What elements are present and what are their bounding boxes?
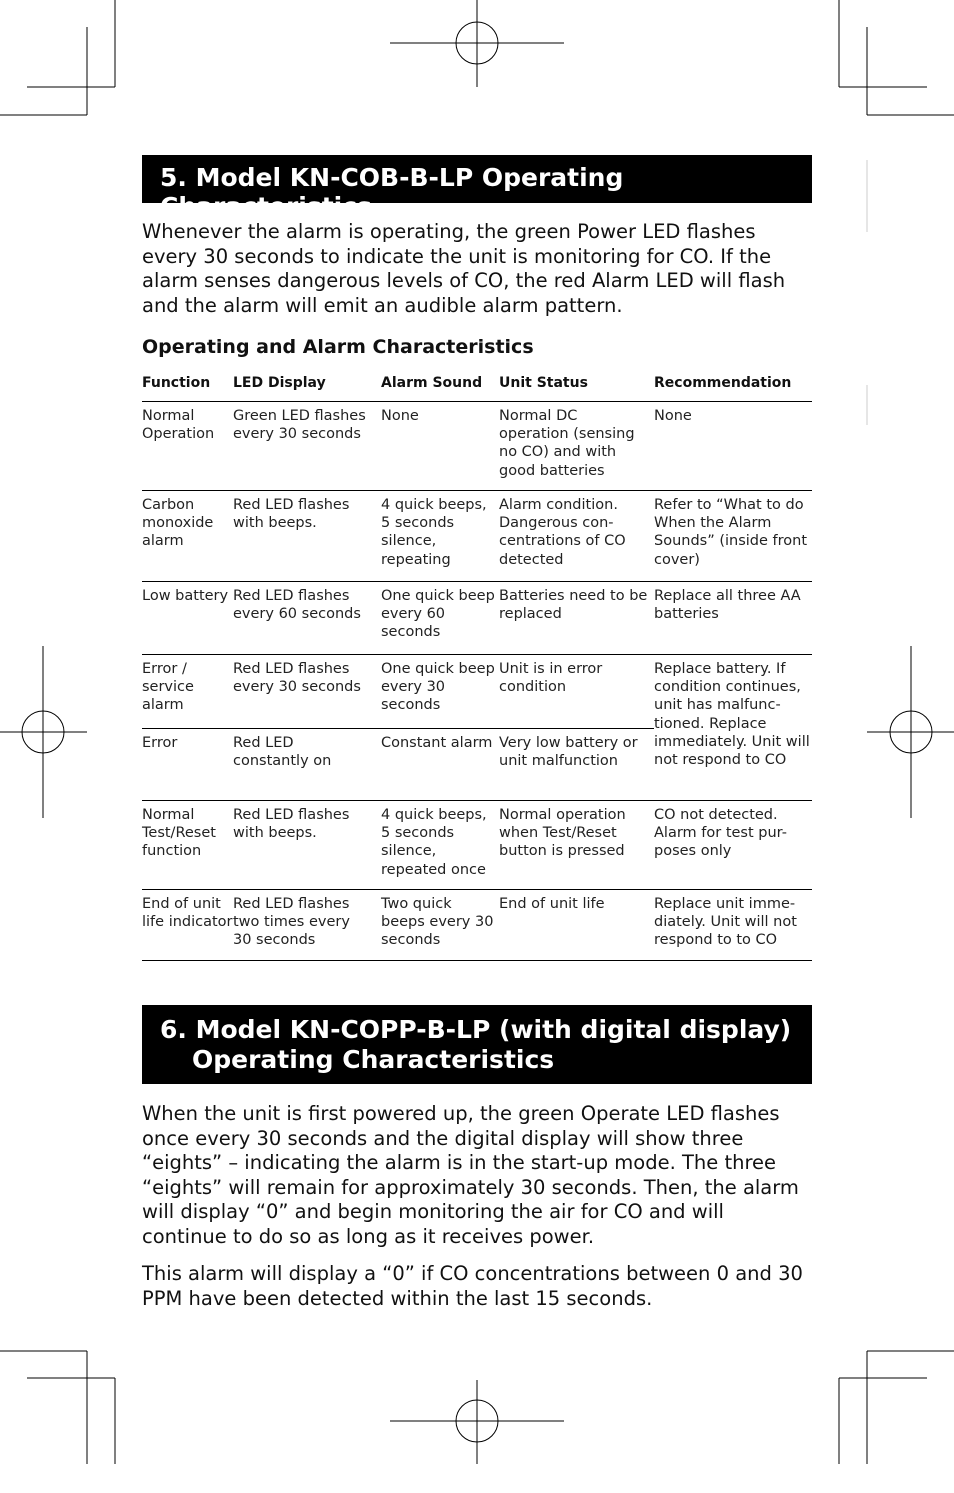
cell-led-display: Red LED flashes every 60 seconds — [233, 582, 381, 655]
cell-led-display: Red LED constantly on — [233, 729, 381, 801]
cell-function: Normal Test/Reset function — [142, 801, 233, 890]
cell-function: Carbon monoxide alarm — [142, 491, 233, 582]
table-row — [142, 402, 812, 491]
cell-function: End of unit life indicator — [142, 890, 233, 961]
table-row — [142, 491, 812, 582]
cell-recommendation: CO not detected. Alarm for test pur-poses only — [654, 801, 812, 890]
col-led-display: LED Display — [233, 372, 381, 402]
table-title: Operating and Alarm Characteristics — [142, 336, 534, 358]
col-unit-status: Unit Status — [499, 372, 654, 402]
section5-intro: Whenever the alarm is operating, the green Power LED flashes every 30 seconds to indicate the unit is monitoring for CO. If the alarm senses dangerous levels of CO, the red Alarm LED will flash and the alarm will emit an audible alarm pattern. — [142, 220, 786, 317]
table-row — [142, 890, 812, 961]
cell-led-display: Red LED flashes two times every 30 seconds — [233, 890, 381, 961]
section6-heading-line2: Operating Characteristics — [192, 1045, 555, 1074]
section6-paragraph-1: When the unit is first powered up, the green Operate LED flashes once every 30 seconds and the digital display will show three “eights” – indicating the alarm is in the start-up mode. The three “eights” will remain for approximately 30 seconds. Then, the alarm will display “0” and begin monitoring the air for CO and will continue to do so as long as it receives power. — [142, 1102, 799, 1248]
cell-led-display: Red LED flashes every 30 seconds — [233, 655, 381, 729]
col-alarm-sound: Alarm Sound — [381, 372, 499, 402]
cell-recommendation: None — [654, 402, 812, 491]
section6-heading-line1: 6. Model KN-COPP-B-LP (with digital display) — [160, 1015, 792, 1044]
cell-led-display: Red LED flashes with beeps. — [233, 491, 381, 582]
cell-unit-status: Normal operation when Test/Reset button is pressed — [499, 801, 654, 890]
section6-heading — [142, 1005, 812, 1084]
cell-function: Low battery — [142, 582, 233, 655]
table-row — [142, 801, 812, 890]
cell-alarm-sound: One quick beep every 60 seconds — [381, 582, 499, 655]
cell-recommendation: Replace battery. If condition continues, unit has malfunc-tioned. Replace immediately. Unit will not respond to CO — [654, 655, 812, 801]
section5-heading: 5. Model KN-COB-B-LP Operating Characteristics — [142, 155, 812, 203]
cell-unit-status: End of unit life — [499, 890, 654, 961]
cell-function: Normal Operation — [142, 402, 233, 491]
cell-unit-status: Batteries need to be replaced — [499, 582, 654, 655]
cell-alarm-sound: Constant alarm — [381, 729, 499, 801]
cell-function: Error — [142, 729, 233, 801]
cell-alarm-sound: 4 quick beeps, 5 seconds silence, repeated once — [381, 801, 499, 890]
col-recommendation: Recommendation — [654, 372, 812, 402]
cell-unit-status: Alarm condition. Dangerous con-centrations of CO detected — [499, 491, 654, 582]
cell-led-display: Red LED flashes with beeps. — [233, 801, 381, 890]
section6-paragraph-2: This alarm will display a “0” if CO concentrations between 0 and 30 PPM have been detected within the last 15 seconds. — [142, 1262, 803, 1310]
col-function: Function — [142, 372, 233, 402]
cell-unit-status: Unit is in error condition — [499, 655, 654, 729]
table-row — [142, 655, 812, 729]
operating-characteristics-table — [142, 372, 812, 961]
cell-unit-status: Very low battery or unit malfunction — [499, 729, 654, 801]
cell-led-display: Green LED flashes every 30 seconds — [233, 402, 381, 491]
cell-recommendation: Replace all three AA batteries — [654, 582, 812, 655]
cell-alarm-sound: 4 quick beeps, 5 seconds silence, repeating — [381, 491, 499, 582]
table-row — [142, 582, 812, 655]
table-header-row — [142, 372, 812, 402]
cell-function: Error / service alarm — [142, 655, 233, 729]
cell-alarm-sound: None — [381, 402, 499, 491]
cell-alarm-sound: One quick beep every 30 seconds — [381, 655, 499, 729]
cell-recommendation: Refer to “What to do When the Alarm Sounds” (inside front cover) — [654, 491, 812, 582]
cell-alarm-sound: Two quick beeps every 30 seconds — [381, 890, 499, 961]
cell-recommendation: Replace unit imme-diately. Unit will not respond to to CO — [654, 890, 812, 961]
cell-unit-status: Normal DC operation (sensing no CO) and with good batteries — [499, 402, 654, 491]
